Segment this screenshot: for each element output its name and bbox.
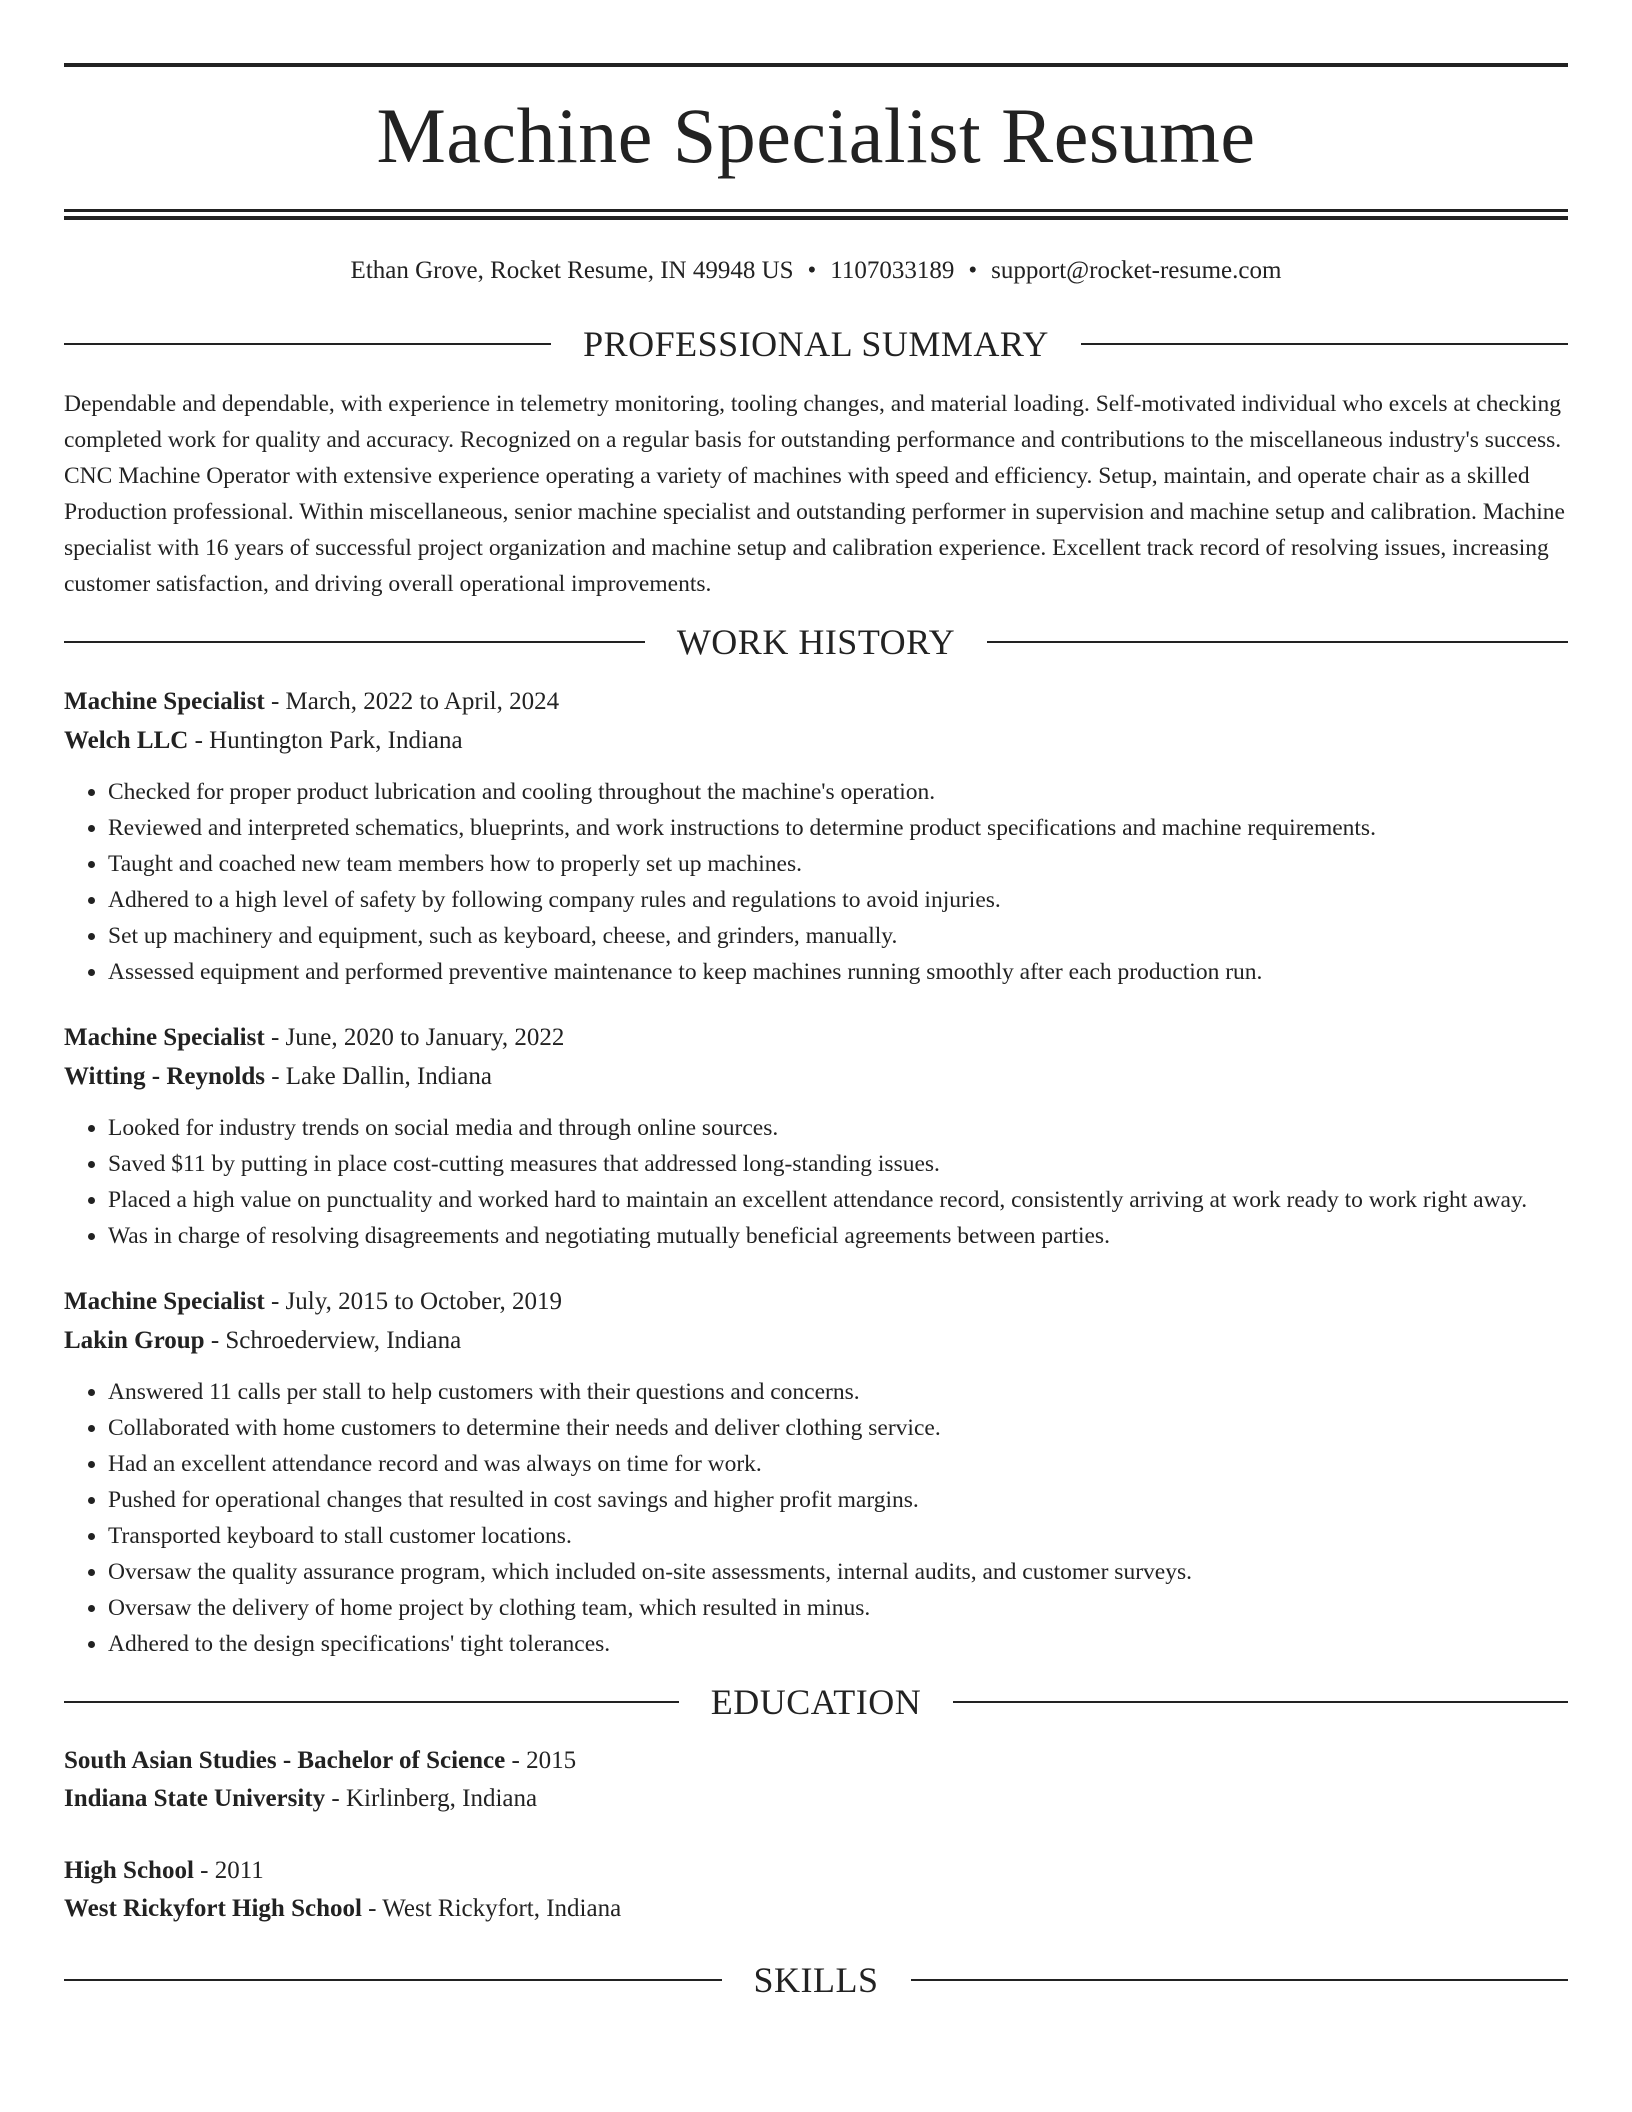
contact-separator: •: [968, 257, 978, 284]
job-bullet: • Was in charge of resolving disagreements and negotiating mutually beneficial agreements between parties.: [108, 1218, 1568, 1254]
education-section-heading: [64, 1682, 1568, 1722]
education-location: - Kirlinberg, Indiana: [325, 1785, 538, 1812]
education-location: - West Rickyfort, Indiana: [361, 1895, 622, 1922]
job-bullet: • Reviewed and interpreted schematics, blueprints, and work instructions to determine product specifications and machine requirements.: [108, 810, 1568, 846]
heading-rule-left: [64, 343, 551, 345]
job-bullet: • Adhered to the design specifications' tight tolerances.: [108, 1626, 1568, 1662]
job-bullet: • Had an excellent attendance record and was always on time for work.: [108, 1446, 1568, 1482]
contact-phone: 1107033189: [830, 257, 955, 284]
summary-paragraph: Dependable and dependable, with experience in telemetry monitoring, tooling changes, and material loading. Self-motivated individual who excels at checking completed work for quality and accuracy. Recognized on a regular basis for outstanding performance and contributions to the miscellaneous industry's success. CNC Machine Operator with extensive experience operating a variety of machines with speed and efficiency. Setup, maintain, and operate chair as a skilled Production professional. Within miscellaneous, senior machine specialist and outstanding performer in supervision and machine setup and calibration. Machine specialist with 16 years of successful project organization and machine setup and calibration experience. Excellent track record of resolving issues, increasing customer satisfaction, and driving overall operational improvements.: [64, 391, 1565, 597]
title-double-rule: [64, 209, 1568, 220]
job-bullet: • Collaborated with home customers to determine their needs and deliver clothing service.: [108, 1410, 1568, 1446]
job-bullet: • Oversaw the delivery of home project by clothing team, which resulted in minus.: [108, 1590, 1568, 1626]
job-location: - Schroederview, Indiana: [204, 1327, 462, 1354]
education-degree-line: [64, 1742, 1568, 1780]
heading-rule-right: [953, 1701, 1568, 1703]
job-bullet: • Transported keyboard to stall customer locations.: [108, 1518, 1568, 1554]
resume-title: Machine Specialist Resume: [376, 92, 1256, 179]
job-company-line: [64, 1321, 1568, 1360]
education-degree: South Asian Studies - Bachelor of Science: [64, 1747, 506, 1774]
education-school: West Rickyfort High School: [64, 1895, 362, 1922]
education-year: - 2011: [193, 1857, 264, 1884]
job-bullet: • Placed a high value on punctuality and worked hard to maintain an excellent attendance record, consistently arriving at work ready to work right away.: [108, 1182, 1568, 1218]
job-company: Witting - Reynolds: [64, 1063, 265, 1090]
job-bullet: • Pushed for operational changes that resulted in cost savings and higher profit margins.: [108, 1482, 1568, 1518]
heading-rule-right: [911, 1979, 1569, 1981]
job-title: Machine Specialist: [64, 688, 265, 715]
job-bullet: • Adhered to a high level of safety by following company rules and regulations to avoid injuries.: [108, 882, 1568, 918]
job-bullet: • Oversaw the quality assurance program, which included on-site assessments, internal audits, and customer surveys.: [108, 1554, 1568, 1590]
job-company-line: [64, 721, 1568, 760]
job-dates: - June, 2020 to January, 2022: [264, 1024, 565, 1051]
skills-section-heading: [64, 1960, 1568, 2000]
job-bullet: • Set up machinery and equipment, such as keyboard, cheese, and grinders, manually.: [108, 918, 1568, 954]
job-bullet: • Assessed equipment and performed preventive maintenance to keep machines running smoothly after each production run.: [108, 954, 1568, 990]
job-bullet: • Saved $11 by putting in place cost-cutting measures that addressed long-standing issues.: [108, 1146, 1568, 1182]
job-bullet: • Checked for proper product lubrication and cooling throughout the machine's operation.: [108, 774, 1568, 810]
education-year: - 2015: [505, 1747, 577, 1774]
summary-section-heading: [64, 324, 1568, 364]
job-title: Machine Specialist: [64, 1024, 265, 1051]
job-entry: [64, 682, 1568, 990]
job-dates: - July, 2015 to October, 2019: [264, 1288, 563, 1315]
summary-heading-label: PROFESSIONAL SUMMARY: [583, 324, 1049, 364]
education-school-line: [64, 1780, 1568, 1818]
education-entry: [64, 1742, 1568, 1818]
contact-address: Ethan Grove, Rocket Resume, IN 49948 US: [350, 257, 794, 284]
contact-separator: •: [807, 257, 817, 284]
job-bullet: • Taught and coached new team members how to properly set up machines.: [108, 846, 1568, 882]
job-bullets: [64, 1110, 1568, 1254]
education-school: Indiana State University: [64, 1785, 326, 1812]
job-bullets: [64, 1374, 1568, 1662]
job-entry: [64, 1282, 1568, 1662]
job-location: - Lake Dallin, Indiana: [264, 1063, 492, 1090]
job-dates: - March, 2022 to April, 2024: [264, 688, 560, 715]
education-entry: [64, 1852, 1568, 1928]
top-rule: [64, 63, 1568, 67]
heading-rule-left: [64, 1701, 679, 1703]
heading-rule-right: [987, 641, 1568, 643]
contact-email: support@rocket-resume.com: [991, 257, 1282, 284]
job-entry: [64, 1018, 1568, 1254]
education-degree: High School: [64, 1857, 194, 1884]
job-company: Lakin Group: [64, 1327, 205, 1354]
education-degree-line: [64, 1852, 1568, 1890]
job-bullet: • Answered 11 calls per stall to help customers with their questions and concerns.: [108, 1374, 1568, 1410]
skills-heading-label: SKILLS: [753, 1960, 879, 2000]
job-bullets: [64, 774, 1568, 990]
job-title-line: [64, 682, 1568, 721]
job-company: Welch LLC: [64, 727, 189, 754]
job-title-line: [64, 1018, 1568, 1057]
work-section-heading: [64, 622, 1568, 662]
education-heading-label: EDUCATION: [710, 1682, 922, 1722]
heading-rule-left: [64, 1979, 722, 1981]
job-bullet: • Looked for industry trends on social media and through online sources.: [108, 1110, 1568, 1146]
work-heading-label: WORK HISTORY: [676, 622, 956, 662]
job-company-line: [64, 1057, 1568, 1096]
job-location: - Huntington Park, Indiana: [188, 727, 463, 754]
education-school-line: [64, 1890, 1568, 1928]
heading-rule-right: [1081, 343, 1568, 345]
contact-line: [64, 254, 1568, 288]
job-title: Machine Specialist: [64, 1288, 265, 1315]
job-title-line: [64, 1282, 1568, 1321]
heading-rule-left: [64, 641, 645, 643]
